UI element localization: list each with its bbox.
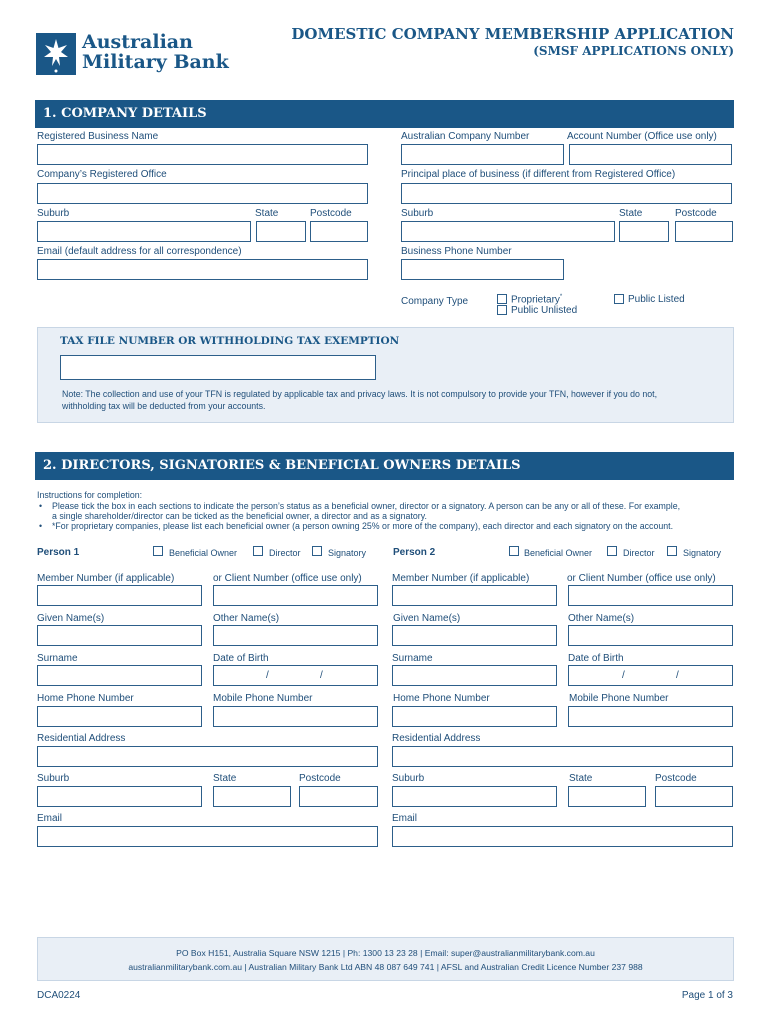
brand-name-line2: Military Bank: [82, 51, 229, 73]
section1-heading: 1. COMPANY DETAILS: [35, 100, 734, 128]
public-listed-checkbox[interactable]: [614, 294, 624, 304]
p2-given-names-label: Given Name(s): [393, 613, 461, 624]
person2-beneficial-owner-label: Beneficial Owner: [524, 548, 593, 558]
principal-suburb-input[interactable]: [401, 221, 615, 242]
p1-client-number-label: or Client Number (office use only): [213, 573, 362, 584]
state-label: State: [255, 208, 279, 219]
p1-dob-sep-2: /: [320, 670, 323, 681]
tfn-input[interactable]: [60, 355, 376, 380]
p2-home-phone-label: Home Phone Number: [393, 693, 490, 704]
p1-state-input[interactable]: [213, 786, 291, 807]
proprietary-checkbox[interactable]: [497, 294, 507, 304]
bullet-1: •: [39, 501, 43, 511]
email-input[interactable]: [37, 259, 368, 280]
person1-director-checkbox[interactable]: [253, 546, 263, 556]
p2-other-names-label: Other Name(s): [568, 613, 635, 624]
tfn-note-line1: Note: The collection and use of your TFN is regulated by applicable tax and privacy laws. It is not compulsory to provide your TFN, however if you do not,: [62, 389, 658, 399]
instruction-2: *For proprietary companies, please list each beneficial owner (a person owning 25% or more of the company), each director and each signatory on the account.: [52, 521, 674, 531]
postcode-label: Postcode: [310, 208, 352, 219]
p2-home-phone-input[interactable]: [392, 706, 557, 727]
public-unlisted-checkbox[interactable]: [497, 305, 507, 315]
person1-signatory-checkbox[interactable]: [312, 546, 322, 556]
p2-state-label: State: [569, 773, 593, 784]
principal-postcode-label: Postcode: [675, 208, 717, 219]
p1-given-names-input[interactable]: [37, 625, 202, 646]
page-subtitle: (SMSF APPLICATIONS ONLY): [533, 44, 734, 58]
page-number: Page 1 of 3: [681, 990, 733, 1001]
p2-given-names-input[interactable]: [392, 625, 557, 646]
instruction-1-line1: Please tick the box in each sections to indicate the person’s status as a beneficial owner, director or a signatory. A person can be any or all of these. For example,: [52, 501, 681, 511]
suburb-input[interactable]: [37, 221, 251, 242]
p2-dob-label: Date of Birth: [568, 653, 624, 664]
principal-state-input[interactable]: [619, 221, 669, 242]
suburb-label: Suburb: [37, 208, 70, 219]
p2-mobile-phone-label: Mobile Phone Number: [569, 693, 669, 704]
brand-name-line1: Australian: [82, 31, 193, 53]
p1-residential-address-label: Residential Address: [37, 733, 126, 744]
acn-label: Australian Company Number: [401, 131, 530, 142]
p2-member-number-input[interactable]: [392, 585, 557, 606]
account-number-label: Account Number (Office use only): [567, 131, 717, 142]
proprietary-label: [511, 294, 562, 305]
p2-surname-label: Surname: [392, 653, 433, 664]
p2-dob-sep-2: /: [676, 670, 679, 681]
p1-other-names-label: Other Name(s): [213, 613, 280, 624]
footer-contact-line: PO Box H151, Australia Square NSW 1215 | Ph: 1300 13 23 28 | Email: super@australianmilitarybank.com.au: [176, 948, 595, 958]
p1-mobile-phone-label: Mobile Phone Number: [213, 693, 313, 704]
p1-given-names-label: Given Name(s): [37, 613, 105, 624]
p1-dob-label: Date of Birth: [213, 653, 269, 664]
p2-surname-input[interactable]: [392, 665, 557, 686]
person1-heading: Person 1: [37, 547, 80, 558]
state-input[interactable]: [256, 221, 306, 242]
p2-client-number-input[interactable]: [568, 585, 733, 606]
p1-surname-input[interactable]: [37, 665, 202, 686]
principal-suburb-label: Suburb: [401, 208, 434, 219]
email-label: Email (default address for all correspondence): [37, 246, 242, 257]
person1-beneficial-owner-checkbox[interactable]: [153, 546, 163, 556]
p2-client-number-label: or Client Number (office use only): [567, 573, 716, 584]
p1-state-label: State: [213, 773, 237, 784]
principal-postcode-input[interactable]: [675, 221, 733, 242]
p1-client-number-input[interactable]: [213, 585, 378, 606]
p1-home-phone-input[interactable]: [37, 706, 202, 727]
p1-home-phone-label: Home Phone Number: [37, 693, 134, 704]
registered-office-label: Company’s Registered Office: [37, 169, 167, 180]
tfn-heading: TAX FILE NUMBER OR WITHHOLDING TAX EXEMPTION: [60, 335, 400, 347]
postcode-input[interactable]: [310, 221, 368, 242]
p2-dob-sep-1: /: [622, 670, 625, 681]
principal-state-label: State: [619, 208, 643, 219]
public-unlisted-label: Public Unlisted: [511, 305, 578, 316]
principal-place-label: Principal place of business (if different from Registered Office): [401, 169, 676, 180]
p1-email-input[interactable]: [37, 826, 378, 847]
person1-signatory-label: Signatory: [328, 548, 367, 558]
logo: [36, 33, 76, 75]
doc-code: DCA0224: [37, 990, 81, 1001]
p2-residential-address-input[interactable]: [392, 746, 733, 767]
p1-postcode-input[interactable]: [299, 786, 378, 807]
p2-other-names-input[interactable]: [568, 625, 733, 646]
p1-mobile-phone-input[interactable]: [213, 706, 378, 727]
person2-signatory-label: Signatory: [683, 548, 722, 558]
proprietary-mark: *: [559, 294, 563, 300]
p2-postcode-label: Postcode: [655, 773, 697, 784]
instruction-1-line2: a single shareholder/director can be ticked as the beneficial owner, a director and as a signatory.: [52, 511, 427, 521]
p1-dob-sep-1: /: [266, 670, 269, 681]
p2-member-number-label: Member Number (if applicable): [392, 573, 530, 584]
company-type-label: Company Type: [401, 296, 469, 307]
p2-postcode-input[interactable]: [655, 786, 733, 807]
star-icon: [36, 33, 76, 75]
p1-residential-address-input[interactable]: [37, 746, 378, 767]
p1-email-label: Email: [37, 813, 63, 824]
p1-member-number-label: Member Number (if applicable): [37, 573, 175, 584]
proprietary-text: Proprietary: [511, 294, 560, 306]
person2-signatory-checkbox[interactable]: [667, 546, 677, 556]
p2-mobile-phone-input[interactable]: [568, 706, 733, 727]
p1-other-names-input[interactable]: [213, 625, 378, 646]
p2-suburb-label: Suburb: [392, 773, 425, 784]
p1-postcode-label: Postcode: [299, 773, 341, 784]
footer-panel: [37, 937, 734, 981]
person2-beneficial-owner-checkbox[interactable]: [509, 546, 519, 556]
registered-office-input[interactable]: [37, 183, 368, 204]
p2-email-input[interactable]: [392, 826, 733, 847]
p1-member-number-input[interactable]: [37, 585, 202, 606]
acn-input[interactable]: [401, 144, 564, 165]
registered-business-name-label: Registered Business Name: [37, 131, 159, 142]
p2-residential-address-label: Residential Address: [392, 733, 481, 744]
bullet-2: •: [39, 521, 43, 531]
registered-business-name-input[interactable]: [37, 144, 368, 165]
instructions-title: Instructions for completion:: [37, 490, 143, 500]
tfn-note-line2: withholding tax will be deducted from your accounts.: [62, 401, 266, 411]
p1-dob-input[interactable]: [213, 665, 378, 686]
p2-email-label: Email: [392, 813, 418, 824]
p2-dob-input[interactable]: [568, 665, 733, 686]
footer-company-line: australianmilitarybank.com.au | Australian Military Bank Ltd ABN 48 087 649 741 | AFSL and Australian Credit Licence Number 237 988: [128, 962, 643, 972]
p2-suburb-input[interactable]: [392, 786, 557, 807]
person1-director-label: Director: [269, 548, 301, 558]
p1-surname-label: Surname: [37, 653, 78, 664]
p1-suburb-label: Suburb: [37, 773, 70, 784]
business-phone-input[interactable]: [401, 259, 564, 280]
p2-state-input[interactable]: [568, 786, 646, 807]
business-phone-label: Business Phone Number: [401, 246, 512, 257]
person1-beneficial-owner-label: Beneficial Owner: [169, 548, 238, 558]
account-number-input[interactable]: [569, 144, 732, 165]
person2-director-label: Director: [623, 548, 655, 558]
person2-heading: Person 2: [393, 547, 436, 558]
person2-director-checkbox[interactable]: [607, 546, 617, 556]
section2-heading: 2. DIRECTORS, SIGNATORIES & BENEFICIAL OWNERS DETAILS: [35, 452, 734, 480]
page-title: DOMESTIC COMPANY MEMBERSHIP APPLICATION: [291, 25, 734, 43]
principal-place-input[interactable]: [401, 183, 732, 204]
p1-suburb-input[interactable]: [37, 786, 202, 807]
public-listed-label: Public Listed: [628, 294, 685, 305]
